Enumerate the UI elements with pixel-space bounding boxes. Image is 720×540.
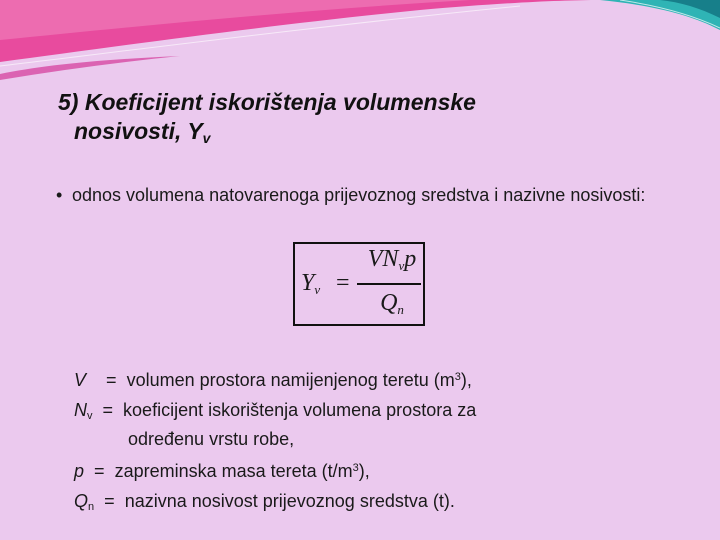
fraction-bar (357, 283, 421, 285)
title-line-2: nosivosti, $Y_v$ (74, 118, 211, 146)
bullet-dot: • (56, 185, 63, 205)
definition-p: p = zapreminska masa tereta $(t/m^3)$, (74, 461, 370, 481)
title-line-1: 5) Koeficijent iskorištenja volumenske (58, 89, 476, 115)
slide-title (58, 88, 678, 153)
formula-lhs: $Y_v$ (301, 270, 321, 297)
formula-box (293, 242, 425, 326)
formula-numerator: $VN_vp$ (367, 246, 417, 273)
bullet-item (56, 184, 696, 207)
formula-denominator: $Q_n$ (380, 290, 404, 317)
definition-qn: $Q_n$ = nazivna nosivost prijevoznog sredstva (t). (74, 491, 455, 513)
definition-v: V = volumen prostora namijenjenog teretu $(m^3)$, (74, 370, 472, 390)
formula-equals: = (336, 270, 350, 296)
definition-nv: $N_v$ = koeficijent iskorištenja volumena prostora za određenu vrstu robe, (74, 400, 477, 449)
bullet-text: odnos volumena natovarenoga prijevoznog sredstva i nazivne nosivosti: (72, 185, 646, 205)
